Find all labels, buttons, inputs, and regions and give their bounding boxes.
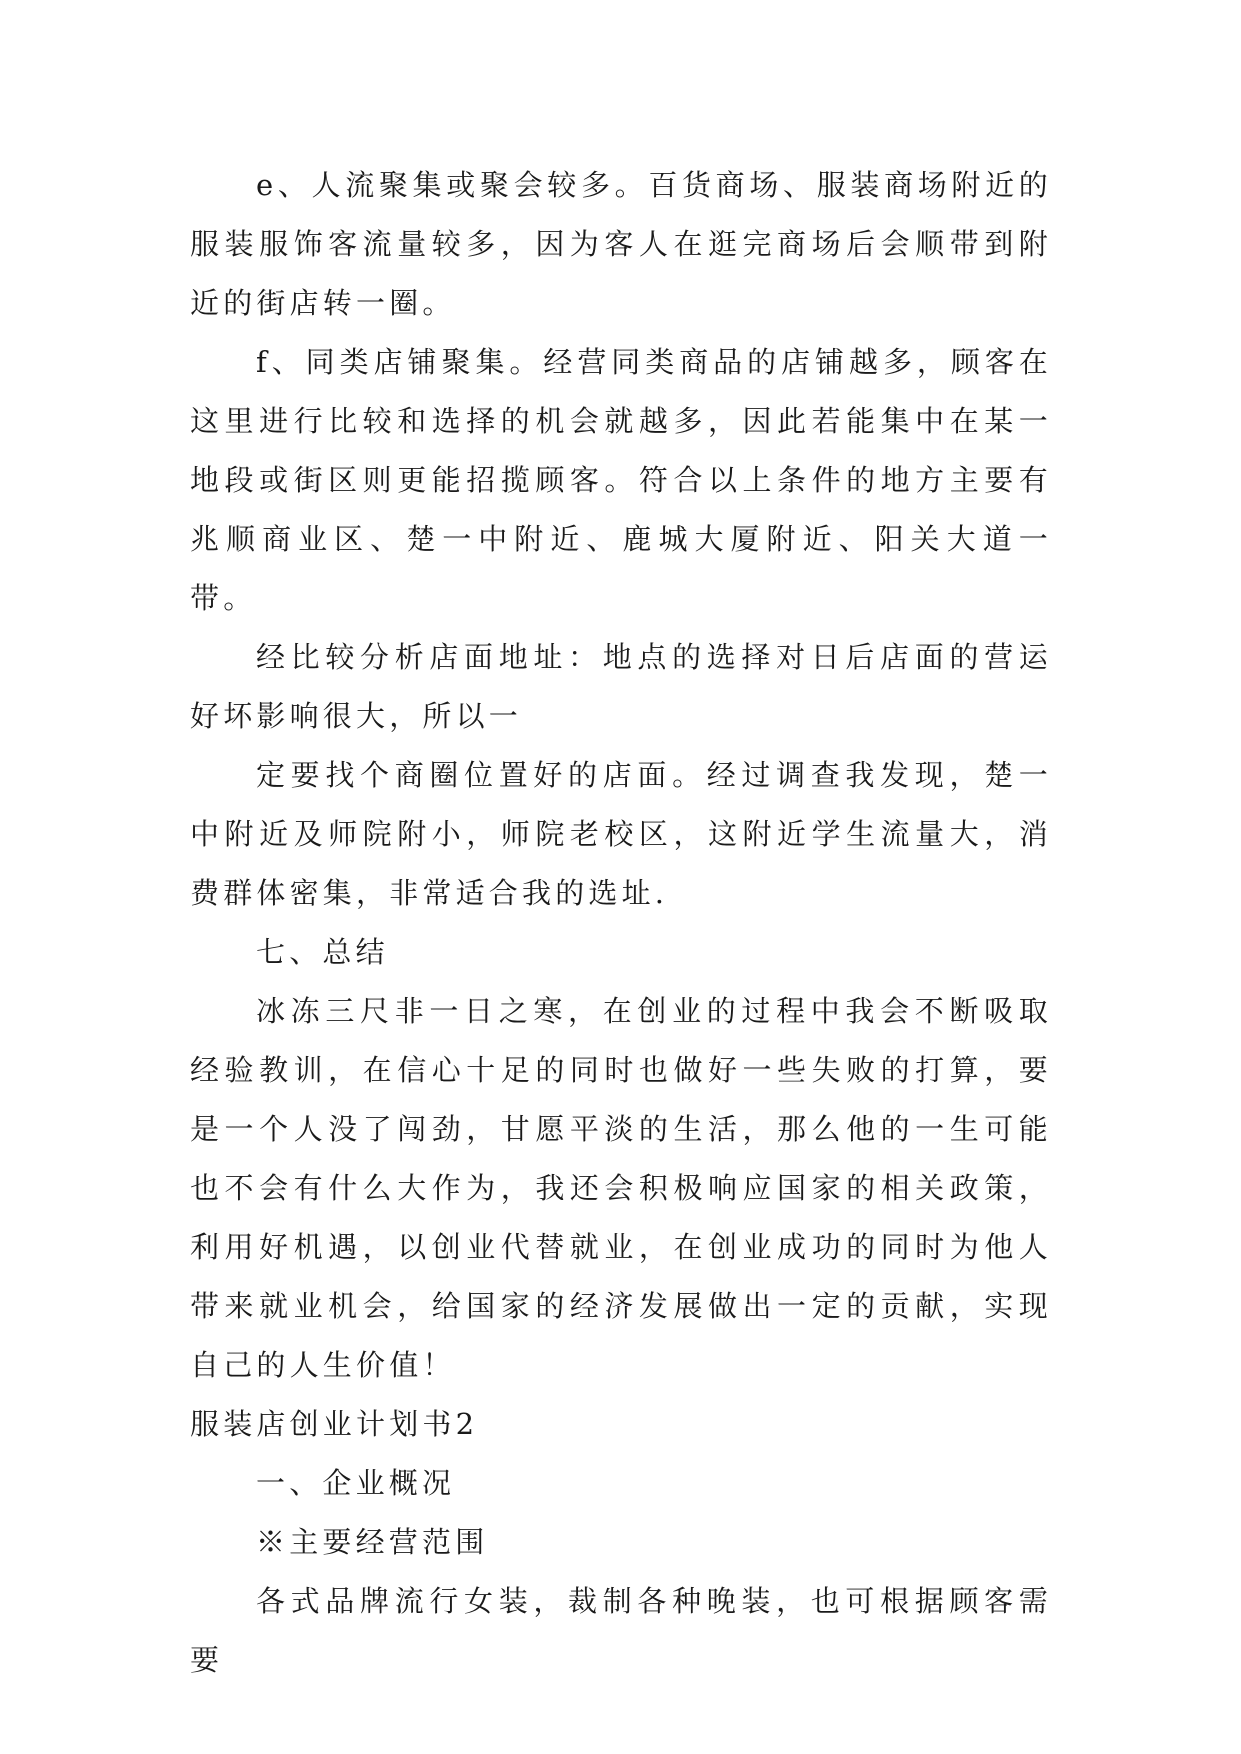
paragraph-site-analysis: 经比较分析店面地址：地点的选择对日后店面的营运好坏影响很大，所以一 bbox=[190, 640, 1052, 733]
paragraph-location-cluster: f、同类店铺聚集。经营同类商品的店铺越多，顾客在这里进行比较和选择的机会就越多，因此若能集中在某一地段或街区则更能招揽顾客。符合以上条件的地方主要有兆顺商业区、楚一中附近、鹿城大厦附近、阳关大道一带。 bbox=[190, 345, 1052, 615]
subheading-business-scope: ※主要经营范围 bbox=[256, 1525, 489, 1559]
section-heading-company-overview: 一、企业概况 bbox=[256, 1466, 456, 1500]
paragraph-site-choice: 定要找个商圈位置好的店面。经过调查我发现，楚一中附近及师院附小，师院老校区，这附近学生流量大，消费群体密集，非常适合我的选址. bbox=[190, 758, 1052, 910]
document-page bbox=[190, 156, 1052, 1690]
paragraph-business-scope: 各式品牌流行女装，裁制各种晚装，也可根据顾客需要 bbox=[190, 1584, 1052, 1677]
paragraph-location-crowd: e、人流聚集或聚会较多。百货商场、服装商场附近的服装服饰客流量较多，因为客人在逛完商场后会顺带到附近的街店转一圈。 bbox=[190, 168, 1052, 320]
section-heading-summary: 七、总结 bbox=[256, 935, 389, 969]
paragraph-summary: 冰冻三尺非一日之寒，在创业的过程中我会不断吸取经验教训，在信心十足的同时也做好一些失败的打算，要是一个人没了闯劲，甘愿平淡的生活，那么他的一生可能也不会有什么大作为，我还会积极响应国家的相关政策，利用好机遇，以创业代替就业，在创业成功的同时为他人带来就业机会，给国家的经济发展做出一定的贡献，实现自己的人生价值！ bbox=[190, 994, 1052, 1382]
document-title: 服装店创业计划书2 bbox=[190, 1407, 479, 1441]
